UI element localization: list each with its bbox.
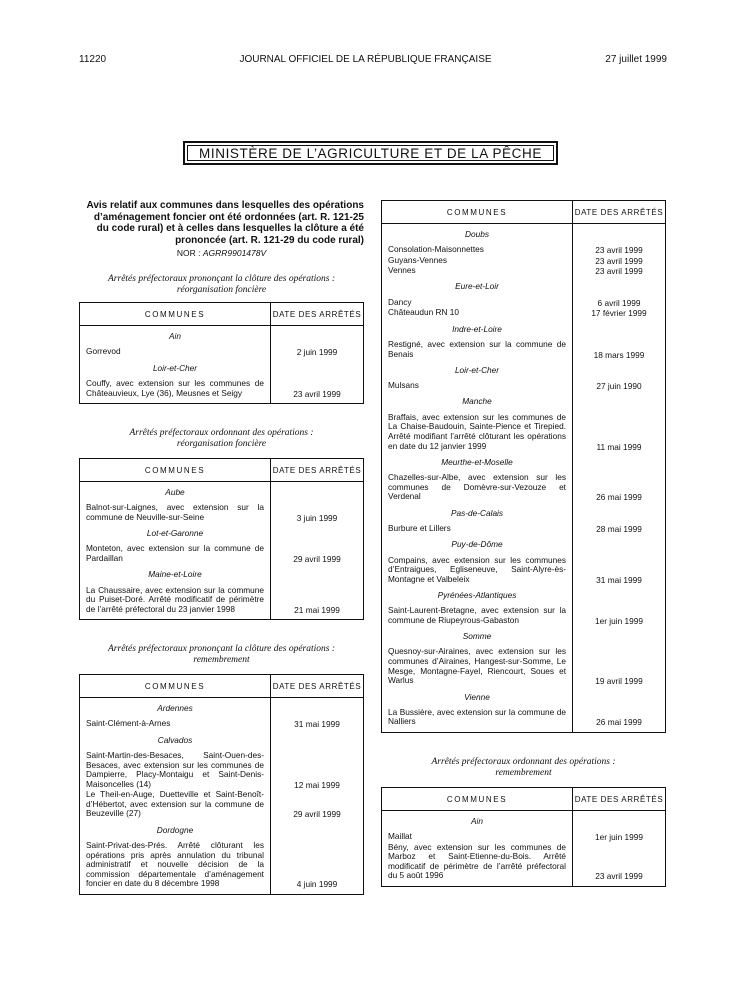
department-row xyxy=(80,326,364,348)
decree-date: 18 mars 1999 xyxy=(573,340,666,360)
decree-date: 23 avril 1999 xyxy=(271,379,364,399)
decree-date: 26 mai 1999 xyxy=(573,708,666,728)
table-row xyxy=(80,503,364,523)
spacer-cell xyxy=(271,399,364,404)
department-row xyxy=(382,626,666,647)
department-name: Pas-de-Calais xyxy=(450,507,504,518)
commune-name: Mulsans xyxy=(388,380,419,391)
department-row xyxy=(382,277,666,298)
col-header-date: DATE DES ARRÊTÉS xyxy=(573,788,666,811)
col-header-date: DATE DES ARRÊTÉS xyxy=(271,459,364,482)
department-row xyxy=(382,503,666,524)
table-header xyxy=(80,459,364,482)
department-name: Indre-et-Loire xyxy=(452,323,502,334)
table-spacer xyxy=(382,728,666,733)
commune-name: Burbure et Lillers xyxy=(388,522,451,533)
commune-name: Vennes xyxy=(388,265,416,276)
department-row xyxy=(80,698,364,720)
table-row xyxy=(382,556,666,586)
table-row xyxy=(80,586,364,616)
table-row xyxy=(80,379,364,399)
department-name: Ain xyxy=(471,815,483,826)
commune-name: Monteton, avec extension sur la commune de Pardaillan xyxy=(86,543,264,563)
table-header xyxy=(80,303,364,326)
tables-right xyxy=(381,200,666,887)
table-row xyxy=(80,790,364,820)
issue-date: 27 juillet 1999 xyxy=(605,54,667,65)
commune-name: Quesnoy-sur-Airaines, avec extension sur les communes d’Airaines, Hangest-sur-Somme, Le Mesge, Montagne-Fayel, Riencourt, Soues et Warlus xyxy=(388,646,566,686)
decree-date: 23 avril 1999 xyxy=(573,266,666,277)
tables-left xyxy=(79,274,364,895)
col-header-communes: COMMUNES xyxy=(80,459,271,482)
table-spacer xyxy=(80,615,364,620)
section-heading-line: Arrêtés préfectoraux ordonnant des opérations : xyxy=(129,428,314,439)
table-header xyxy=(382,201,666,224)
department-name: Somme xyxy=(462,631,492,642)
spacer-cell xyxy=(573,728,666,733)
department-date-cell xyxy=(271,565,364,586)
department-row xyxy=(80,482,364,504)
decree-date: 23 avril 1999 xyxy=(573,256,666,267)
department-row xyxy=(382,360,666,381)
section-heading-line: remembrement xyxy=(495,768,552,779)
department-name: Meurthe-et-Moselle xyxy=(441,456,513,467)
department-name: Ardennes xyxy=(157,703,193,714)
department-date-cell xyxy=(573,626,666,647)
commune-name: Chazelles-sur-Albe, avec extension sur les communes de Domèvre-sur-Vezouze et Verdenal xyxy=(388,472,566,502)
department-row xyxy=(382,687,666,708)
commune-name: Saint-Clément-à-Arnes xyxy=(86,718,171,729)
table-spacer xyxy=(382,882,666,887)
col-header-communes: COMMUNES xyxy=(80,303,271,326)
department-row xyxy=(382,224,666,246)
commune-name: Braffais, avec extension sur les communes de La Chaise-Baudouin, Sainte-Pience et Tirepied. Arrêté modifiant l’arrêté clôturant les opérations en date du 12 janvier 1999 xyxy=(388,411,566,451)
department-date-cell xyxy=(271,820,364,841)
commune-name: Bény, avec extension sur les communes de Marboz et Saint-Etienne-du-Bois. Arrêté modificatif de périmètre de l’arrêté préfectoral du 5 août 1996 xyxy=(388,841,566,881)
table-row xyxy=(80,544,364,564)
department-row xyxy=(382,585,666,606)
col-header-communes: COMMUNES xyxy=(80,675,271,698)
commune-name: Saint-Privat-des-Prés. Arrêté clôturant les opérations pris après annulation du tribunal administratif et nouvelle décision de la commission départementale d’aménagement foncier en date du 8 décembre 1998 xyxy=(86,840,264,889)
department-name: Puy-de-Dôme xyxy=(451,539,503,550)
decree-date: 31 mai 1999 xyxy=(271,719,364,730)
table-row xyxy=(382,708,666,728)
decree-date: 27 juin 1990 xyxy=(573,381,666,392)
department-date-cell xyxy=(271,523,364,544)
department-date-cell xyxy=(573,811,666,833)
spacer-cell xyxy=(382,728,573,733)
commune-name: Gorrevod xyxy=(86,346,121,357)
decree-date: 17 février 1999 xyxy=(573,308,666,319)
department-name: Doubs xyxy=(465,228,489,239)
communes-table xyxy=(79,302,364,404)
table-section xyxy=(79,428,364,620)
commune-name: Guyans-Vennes xyxy=(388,254,448,265)
spacer-cell xyxy=(573,882,666,887)
department-name: Vienne xyxy=(464,691,490,702)
ministry-box xyxy=(183,141,558,165)
ministry-title: MINISTÈRE DE L’AGRICULTURE ET DE LA PÊCHE xyxy=(187,145,554,161)
col-header-communes: COMMUNES xyxy=(382,788,573,811)
decree-date: 21 mai 1999 xyxy=(271,586,364,616)
decree-date: 2 juin 1999 xyxy=(271,347,364,358)
table-row xyxy=(382,381,666,392)
section-heading-line: Arrêtés préfectoraux prononçant la clôture des opérations : xyxy=(108,644,335,655)
section-heading xyxy=(381,757,666,779)
department-date-cell xyxy=(271,358,364,379)
spacer-cell xyxy=(271,615,364,620)
department-date-cell xyxy=(271,482,364,504)
decree-date: 29 avril 1999 xyxy=(271,790,364,820)
department-row xyxy=(382,452,666,473)
department-date-cell xyxy=(573,585,666,606)
department-date-cell xyxy=(271,326,364,348)
table-section xyxy=(381,200,666,733)
department-row xyxy=(382,319,666,340)
commune-name: Balnot-sur-Laignes, avec extension sur la commune de Neuville-sur-Seine xyxy=(86,502,264,522)
decree-date: 29 avril 1999 xyxy=(271,544,364,564)
col-header-communes: COMMUNES xyxy=(382,201,573,224)
table-row xyxy=(382,340,666,360)
department-date-cell xyxy=(573,392,666,413)
commune-name: Châteaudun RN 10 xyxy=(388,307,460,318)
department-row xyxy=(382,392,666,413)
decree-date: 28 mai 1999 xyxy=(573,524,666,535)
decree-date: 19 avril 1999 xyxy=(573,647,666,686)
section-heading xyxy=(79,274,364,296)
department-date-cell xyxy=(573,360,666,381)
commune-name: Dancy xyxy=(388,296,412,307)
table-row xyxy=(80,841,364,890)
decree-date: 11 mai 1999 xyxy=(573,413,666,452)
table-row xyxy=(382,256,666,267)
right-column xyxy=(381,200,666,887)
decree-date: 4 juin 1999 xyxy=(271,841,364,890)
table-row xyxy=(80,347,364,358)
spacer-cell xyxy=(80,615,271,620)
spacer-cell xyxy=(80,399,271,404)
article-title: Avis relatif aux communes dans lesquelles des opérations d’aménagement foncier ont été ordonnées (art. R. 121-25 du code rural) et à celles dans lesquelles la clôture a été prononcée (art. R. 121-29 du code rural) xyxy=(86,200,364,246)
department-name: Dordogne xyxy=(156,824,194,835)
table-row xyxy=(382,473,666,503)
department-name: Lot-et-Garonne xyxy=(146,528,204,539)
department-name: Aube xyxy=(165,486,185,497)
department-row xyxy=(80,565,364,586)
department-name: Ain xyxy=(169,331,181,342)
left-column xyxy=(79,200,364,895)
section-heading-line: remembrement xyxy=(193,655,250,666)
department-date-cell xyxy=(573,535,666,556)
commune-name: Saint-Martin-des-Besaces, Saint-Ouen-des-Besaces, avec extension sur les communes de Dampierre, Placy-Montaigu et Saint-Denis-Maisoncelles (14) xyxy=(86,749,264,789)
decree-date: 31 mai 1999 xyxy=(573,556,666,586)
table-section xyxy=(79,644,364,895)
department-name: Loir-et-Cher xyxy=(454,364,500,375)
nor-label: NOR : xyxy=(176,248,201,259)
table-row xyxy=(382,413,666,452)
page-number: 11220 xyxy=(79,54,107,65)
decree-date: 23 avril 1999 xyxy=(573,843,666,882)
department-date-cell xyxy=(573,319,666,340)
table-section xyxy=(381,757,666,887)
table-row xyxy=(382,647,666,686)
department-row xyxy=(80,358,364,379)
department-name: Maine-et-Loire xyxy=(148,569,202,580)
section-heading-line: Arrêtés préfectoraux ordonnant des opérations : xyxy=(431,757,616,768)
col-header-date: DATE DES ARRÊTÉS xyxy=(271,675,364,698)
table-row xyxy=(80,751,364,790)
decree-date: 1er juin 1999 xyxy=(573,832,666,843)
table-row xyxy=(382,266,666,277)
table-section xyxy=(79,274,364,404)
table-spacer xyxy=(80,399,364,404)
department-row xyxy=(80,820,364,841)
department-name: Eure-et-Loir xyxy=(455,281,499,292)
section-heading-line: réorganisation foncière xyxy=(176,285,267,296)
nor-value: AGRR9901478V xyxy=(202,248,267,259)
table-header xyxy=(382,788,666,811)
table-spacer xyxy=(80,890,364,895)
section-heading xyxy=(79,644,364,666)
table-header xyxy=(80,675,364,698)
col-header-date: DATE DES ARRÊTÉS xyxy=(271,303,364,326)
communes-table xyxy=(79,674,364,895)
decree-date: 23 avril 1999 xyxy=(573,245,666,256)
decree-date: 12 mai 1999 xyxy=(271,751,364,790)
table-row xyxy=(382,524,666,535)
journal-title: JOURNAL OFFICIEL DE LA RÉPUBLIQUE FRANÇAISE xyxy=(239,54,492,65)
department-date-cell xyxy=(573,503,666,524)
table-row xyxy=(382,843,666,882)
section-heading xyxy=(79,428,364,450)
communes-table xyxy=(79,458,364,620)
commune-name: Compains, avec extension sur les communes d’Entraigues, Egliseneuve, Saint-Alyre-ès-Montagne et Valbeleix xyxy=(388,554,566,584)
col-header-date: DATE DES ARRÊTÉS xyxy=(573,201,666,224)
commune-name: Restigné, avec extension sur la commune de Benais xyxy=(388,338,566,359)
department-date-cell xyxy=(271,730,364,751)
department-date-cell xyxy=(271,698,364,720)
communes-table xyxy=(381,200,666,733)
commune-name: Le Theil-en-Auge, Duetteville et Saint-Benoît-d’Hébertot, avec extension sur la commune de Beuzeville (27) xyxy=(86,789,264,819)
decree-date: 6 avril 1999 xyxy=(573,298,666,309)
department-row xyxy=(382,811,666,833)
department-row xyxy=(80,523,364,544)
commune-name: La Chaussaire, avec extension sur la commune du Puiset-Doré. Arrêté modificatif de périmètre de l’arrêté préfectoral du 23 janvier 1998 xyxy=(86,584,264,614)
table-row xyxy=(382,308,666,319)
section-heading-line: réorganisation foncière xyxy=(176,439,267,450)
nor-line xyxy=(79,248,364,258)
commune-name: La Bussière, avec extension sur la commune de Nalliers xyxy=(388,706,566,727)
department-name: Pyrénées-Atlantiques xyxy=(437,589,517,600)
department-row xyxy=(80,730,364,751)
department-row xyxy=(382,535,666,556)
decree-date: 26 mai 1999 xyxy=(573,473,666,503)
department-name: Calvados xyxy=(157,734,193,745)
commune-name: Saint-Laurent-Bretagne, avec extension sur la commune de Riupeyrous-Gabaston xyxy=(388,605,566,625)
table-row xyxy=(382,606,666,626)
section-heading-line: Arrêtés préfectoraux prononçant la clôture des opérations : xyxy=(108,274,335,285)
table-row xyxy=(80,719,364,730)
spacer-cell xyxy=(382,882,573,887)
department-date-cell xyxy=(573,224,666,246)
communes-table xyxy=(381,787,666,887)
department-name: Loir-et-Cher xyxy=(152,362,198,373)
commune-name: Couffy, avec extension sur les communes de Châteauvieux, Lye (36), Meusnes et Seigy xyxy=(86,377,264,398)
department-name: Manche xyxy=(462,396,492,407)
table-row xyxy=(382,245,666,256)
spacer-cell xyxy=(271,890,364,895)
department-date-cell xyxy=(573,687,666,708)
decree-date: 1er juin 1999 xyxy=(573,606,666,626)
department-date-cell xyxy=(573,277,666,298)
decree-date: 3 juin 1999 xyxy=(271,503,364,523)
spacer-cell xyxy=(80,890,271,895)
department-date-cell xyxy=(573,452,666,473)
commune-name: Consolation-Maisonnettes xyxy=(388,244,484,254)
commune-name: Maillat xyxy=(388,831,412,842)
